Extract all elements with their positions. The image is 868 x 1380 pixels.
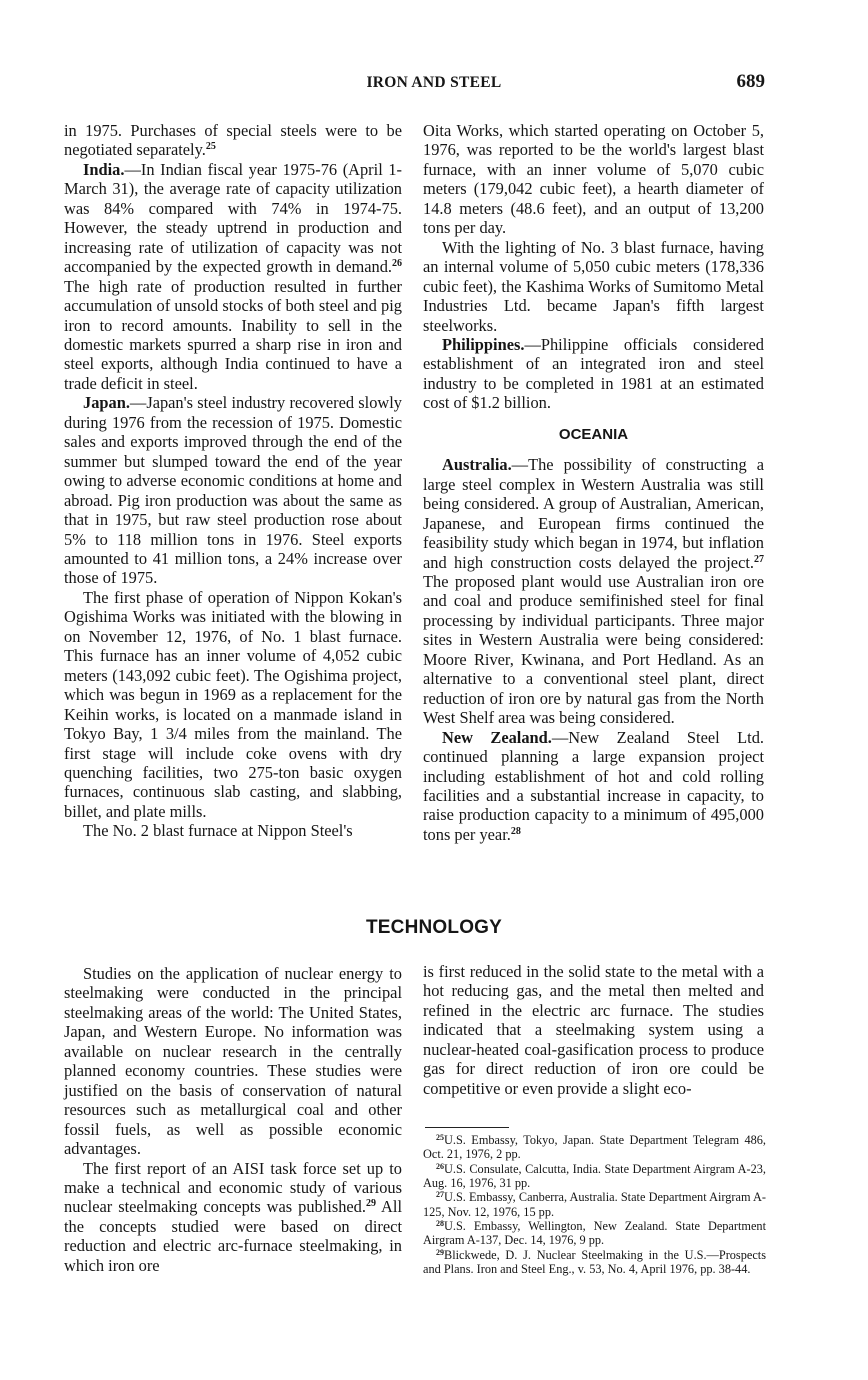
footnote-ref[interactable]: 27	[754, 553, 764, 565]
section-heading-technology: TECHNOLOGY	[365, 917, 503, 938]
paragraph: Studies on the application of nuclear energy to steelmaking were conducted in the principal steelmaking areas of the world: The United States, Japan, and Western Europe. No information was available on nuclear research in the centrally planned economy countries. These studies were justified on the basis of conservation of natural resources such as metallurgical coal and other fossil fuels, as well as possible economic advantages.	[64, 964, 402, 1159]
footnotes	[423, 1133, 766, 1277]
paragraph-philippines: Philippines.—Philippine officials considered establishment of an integrated iron and steel industry to be completed in 1981 at an estimated cost of $1.2 billion.	[423, 334, 764, 413]
footnote-ref[interactable]: 26	[392, 258, 402, 270]
footnote: $^{29}$Blickwede, D. J. Nuclear Steelmaking in the U.S.—Prospects and Plans. Iron and Steel Eng., v. 53, No. 4, April 1976, pp. 38-44.	[423, 1247, 766, 1277]
paragraph: With the lighting of No. 3 blast furnace, having an internal volume of 5,050 cubic meters (178,336 cubic feet), the Kashima Works of Sumitomo Metal Industries Ltd. became Japan's fifth largest steelworks.	[423, 237, 764, 335]
footnote: $^{26}$U.S. Consulate, Calcutta, India. State Department Airgram A-23, Aug. 16, 1976, 31 pp.	[423, 1161, 766, 1190]
footnote: $^{25}$U.S. Embassy, Tokyo, Japan. State Department Telegram 486, Oct. 21, 1976, 2 pp.	[423, 1133, 766, 1162]
footnote-ref[interactable]: 25	[205, 141, 216, 153]
paragraph: is first reduced in the solid state to the metal with a hot reducing gas, and the metal then melted and refined in the electric arc furnace. The studies indicated that a steelmaking system using a nuclear-heated coal-gasification process to produce gas for direct reduction of iron ore could be competitive or even provide a slight eco-	[423, 962, 764, 1098]
paragraph-japan: Japan.—Japan's steel industry recovered slowly during 1976 from the recession of 1975. Domestic sales and exports improved through the end of the summer but slumped toward the end of the year owing to adverse economic conditions at home and abroad. Pig iron production was about the same as that in 1975, but raw steel production rose about 5% to 118 million tons in 1976. Steel exports amounted to 41 million tons, a 24% increase over those of 1975.	[64, 393, 402, 588]
run-in-head: Philippines.	[442, 334, 525, 354]
footnote-ref[interactable]: 28	[510, 825, 521, 837]
footnote: $^{27}$U.S. Embassy, Canberra, Australia. State Department Airgram A-125, Nov. 12, 1976, 15 pp.	[423, 1190, 766, 1219]
paragraph: in 1975. Purchases of special steels were to be negotiated separately.$^{25}$	[64, 121, 402, 160]
footnote-divider	[425, 1127, 509, 1128]
run-in-head: India.	[83, 159, 125, 179]
column-1	[64, 121, 402, 841]
paragraph: The first report of an AISI task force set up to make a technical and economic study of various nuclear steelmaking concepts was published.$^{29}$ All the concepts studied were based on direct reduction and electric arc-furnace steelmaking, in which iron ore	[64, 1158, 402, 1275]
paragraph: The No. 2 blast furnace at Nippon Steel's	[83, 821, 353, 841]
run-in-head: Japan.	[83, 393, 130, 413]
column-4	[423, 962, 764, 1098]
run-in-head: Australia.	[442, 455, 512, 475]
paragraph-india: India.—In Indian fiscal year 1975-76 (April 1-March 31), the average rate of capacity utilization was 84% compared with 74% in 1974-75. However, the steady uptrend in production and increasing rate of utilization of capacity was not accompanied by the expected growth in demand.$^{26}$ The high rate of production resulted in further accumulation of unsold stocks of both steel and pig iron to record amounts. Inability to sell in the domestic markets spurred a sharp rise in iron and steel exports, although India continued to have a trade deficit in steel.	[64, 159, 402, 393]
paragraph-australia: Australia.—The possibility of constructing a large steel complex in Western Australia was still being considered. A group of Australian, American, Japanese, and European firms continued the feasibility study which began in 1974, but inflation and high construction costs delayed the project.$^{27}$ The proposed plant would use Australian iron ore and coal and produce semifinished steel for final processing by individual participants. Three major sites in Western Australia were being considered: Moore River, Kwinana, and Port Hedland. As an alternative to a conventional steel plant, direct reduction of iron ore by natural gas from the North West Shelf area was being considered.	[423, 455, 764, 728]
section-heading-oceania: OCEANIA	[558, 425, 629, 443]
footnote: $^{28}$U.S. Embassy, Wellington, New Zealand. State Department Airgram A-137, Dec. 14, 1976, 9 pp.	[423, 1219, 766, 1248]
run-in-head: New Zealand.	[442, 727, 552, 747]
page-number: 689	[736, 71, 765, 92]
paragraph-new-zealand: New Zealand.—New Zealand Steel Ltd. continued planning a large expansion project including establishment of hot and cold rolling facilities and a substantial increase in capacity, to raise production capacity to a minimum of 495,000 tons per year.$^{28}$	[423, 727, 765, 844]
footnote-ref[interactable]: 29	[365, 1198, 376, 1210]
paragraph: The first phase of operation of Nippon Kokan's Ogishima Works was initiated with the blowing in on November 12, 1976, of No. 1 blast furnace. This furnace has an inner volume of 4,052 cubic meters (143,092 cubic feet). The Ogishima project, which was begun in 1969 as a replacement for the Keihin works, is located on a manmade island in Tokyo Bay, 1 3/4 miles from the mainland. The first stage will include coke ovens with dry quenching facilities, two 275-ton basic oxygen furnaces, continuous slab casting, and slabbing, billet, and plate mills.	[64, 587, 402, 821]
column-3	[64, 964, 402, 1275]
column-2	[423, 121, 764, 844]
running-header: IRON AND STEEL	[366, 74, 502, 91]
paragraph: Oita Works, which started operating on October 5, 1976, was reported to be the world's largest blast furnace, with an inner volume of 5,070 cubic meters (179,042 cubic feet), a hearth diameter of 14.8 meters (48.6 feet), and an output of 13,200 tons per day.	[423, 121, 764, 238]
